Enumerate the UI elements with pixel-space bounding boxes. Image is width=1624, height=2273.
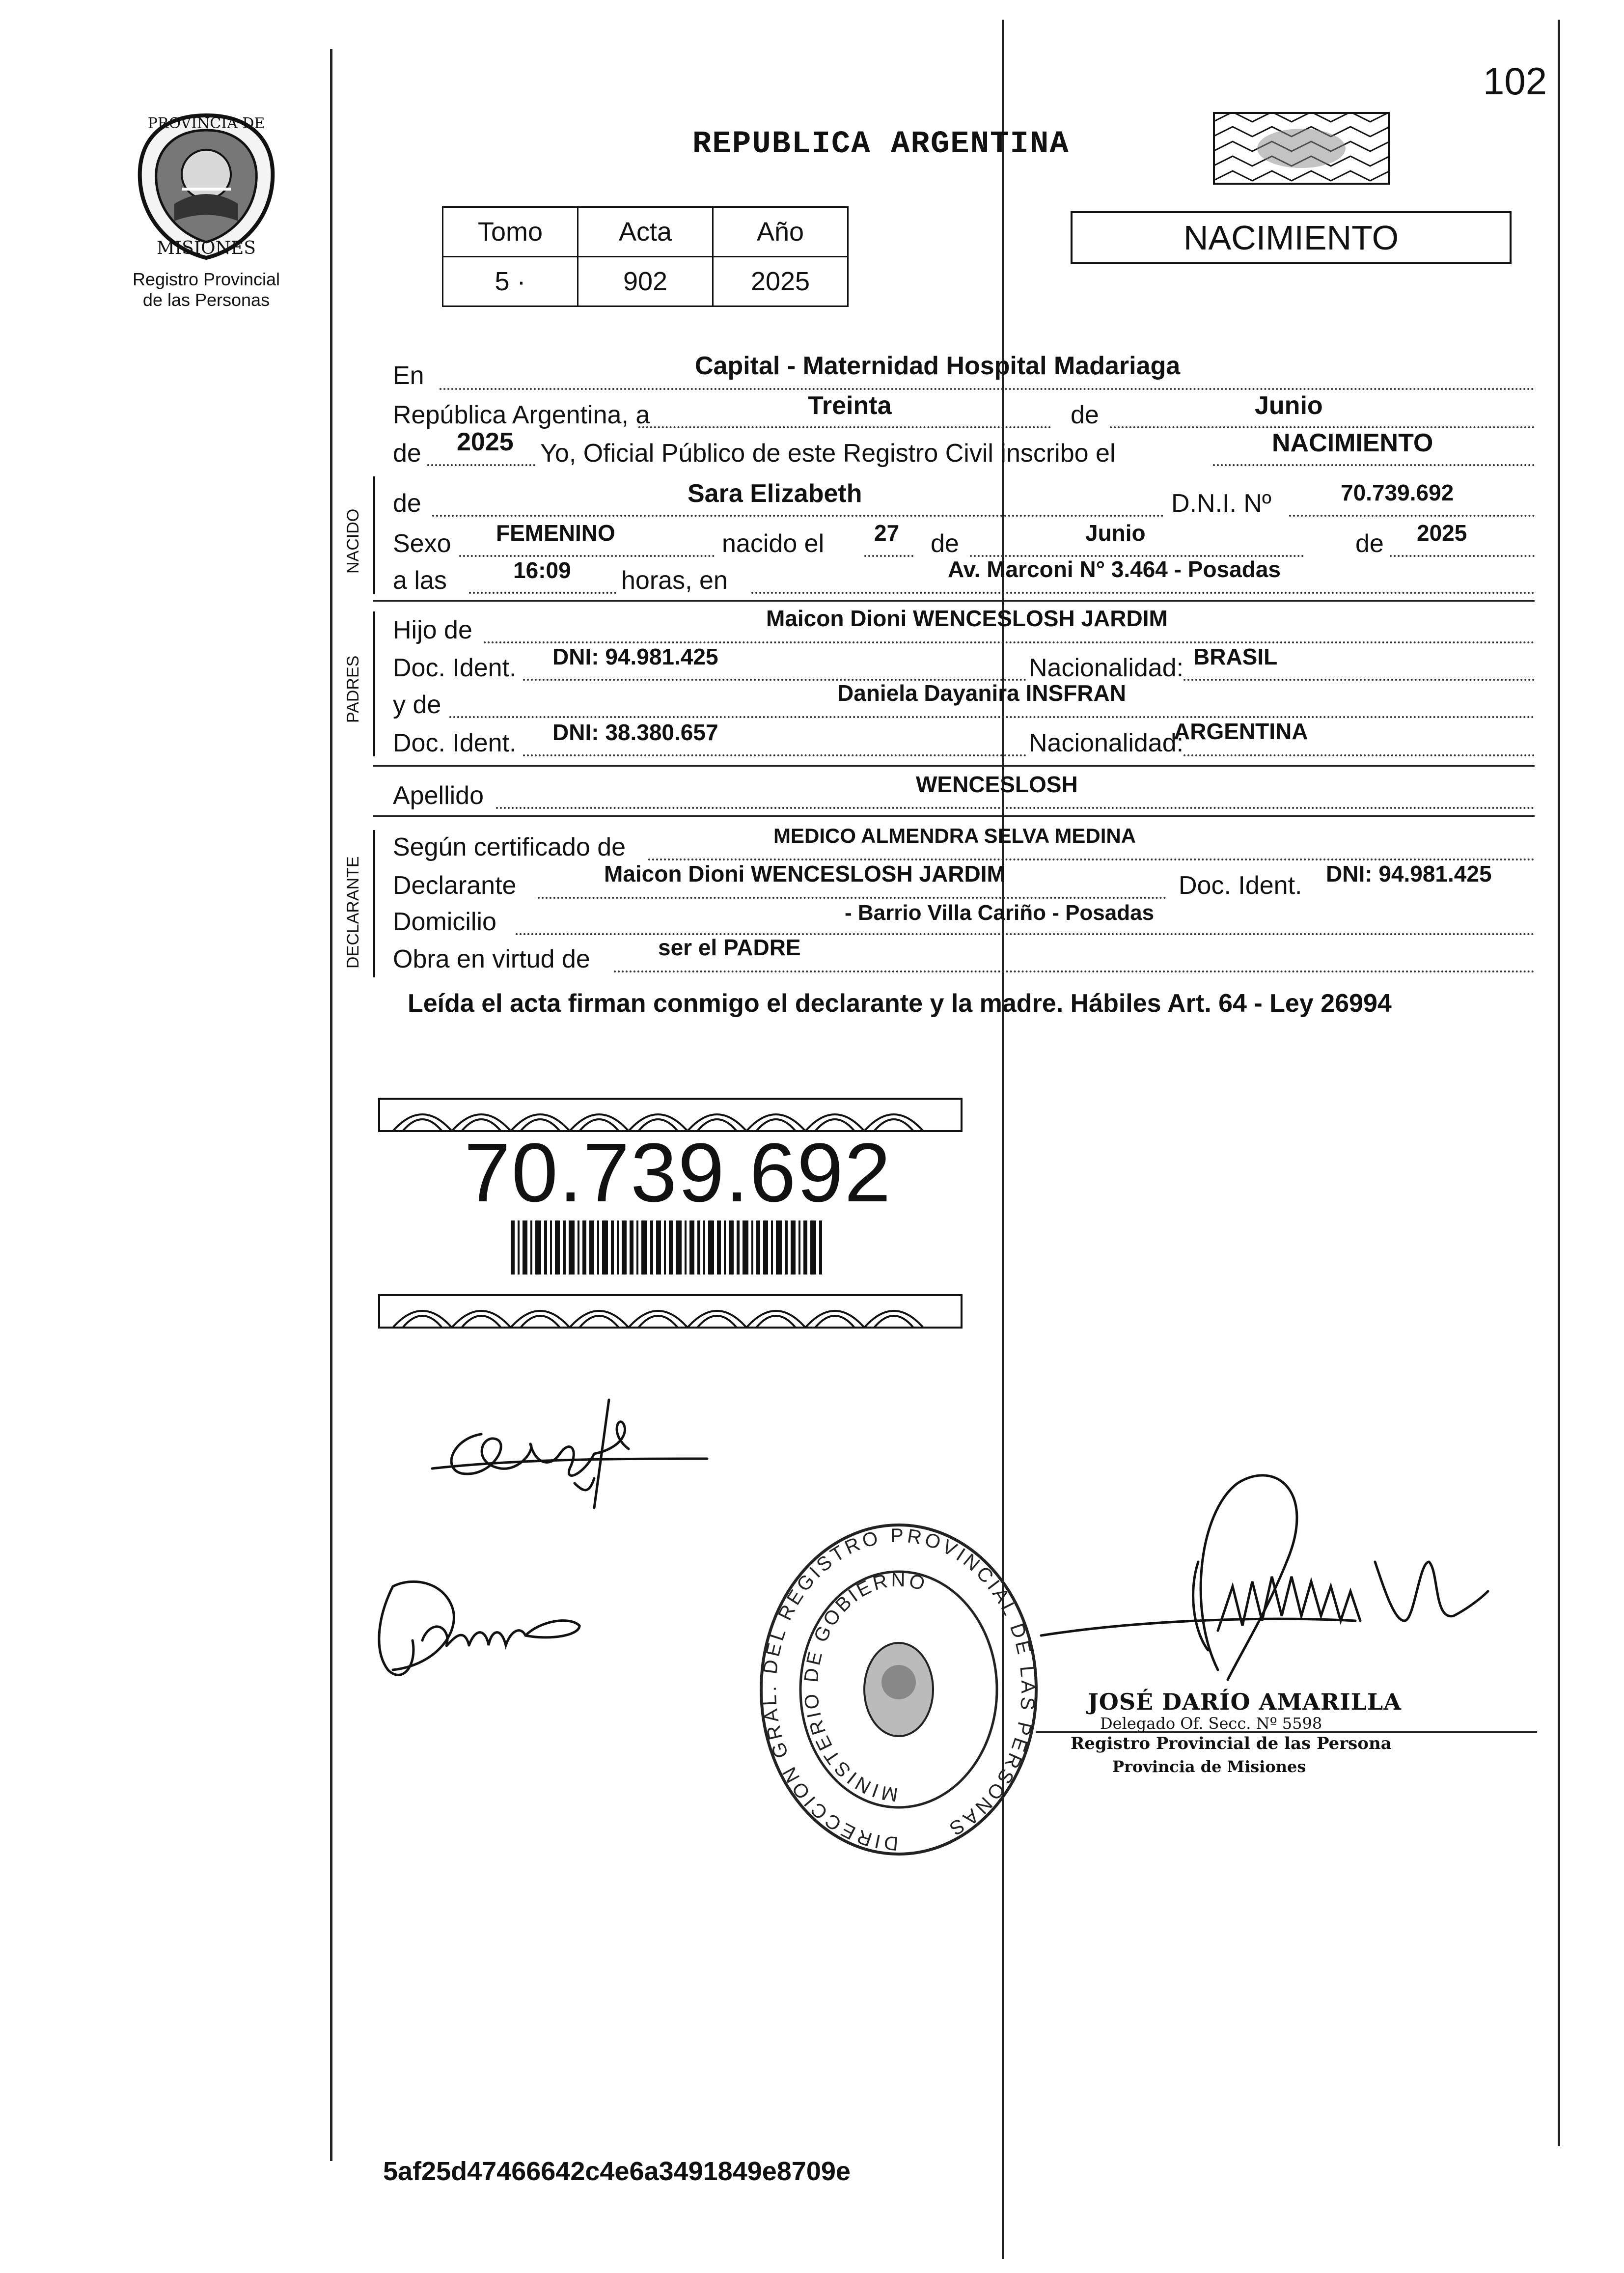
registry-caption bbox=[118, 269, 295, 310]
svg-text:DIRECCION GRAL. DEL REGISTRO P: DIRECCION GRAL. DEL REGISTRO PROVINCIAL DE LAS PERSONAS bbox=[758, 1525, 1039, 1855]
value-lugar: Capital - Maternidad Hospital Madariaga bbox=[695, 352, 1181, 380]
value-anio-nac: 2025 bbox=[1417, 520, 1467, 546]
id-barcode-block bbox=[378, 1098, 963, 1333]
official-name: JOSÉ DARÍO AMARILLA bbox=[1088, 1689, 1402, 1715]
country-title: REPUBLICA ARGENTINA bbox=[692, 127, 1070, 162]
label-de-mid: de bbox=[1071, 401, 1099, 429]
official-stamp bbox=[756, 1513, 1041, 1857]
value-anio: 2025 bbox=[713, 257, 848, 306]
dots-obra-virtud bbox=[614, 970, 1535, 972]
register-table-header-row bbox=[443, 207, 848, 257]
label-de-line3: de bbox=[393, 439, 421, 468]
label-doc-ident2: Doc. Ident. bbox=[393, 729, 517, 757]
value-apellido: WENCESLOSH bbox=[916, 772, 1078, 797]
label-de-fecha1: de bbox=[931, 529, 959, 558]
value-dni-nacido: 70.739.692 bbox=[1341, 480, 1454, 505]
label-de-nombre: de bbox=[393, 489, 421, 518]
label-nacionalidad2: Nacionalidad: bbox=[1029, 729, 1184, 757]
dots-declarante bbox=[538, 897, 1166, 899]
registry-logo bbox=[128, 111, 285, 263]
dots-dia bbox=[638, 426, 1051, 428]
value-dia-nac: 27 bbox=[874, 520, 900, 546]
dots-hora bbox=[469, 592, 616, 594]
label-hijo-de: Hijo de bbox=[393, 616, 472, 644]
value-madre-doc: DNI: 38.380.657 bbox=[552, 720, 718, 745]
bracket-padres bbox=[373, 611, 375, 756]
security-hologram bbox=[1213, 112, 1390, 185]
hologram-pattern-icon bbox=[1213, 112, 1390, 185]
value-tomo: 5 · bbox=[443, 257, 578, 306]
stamp-seal-icon bbox=[756, 1513, 1041, 1857]
svg-text:MINISTERIO DE GOBIERNO: MINISTERIO DE GOBIERNO bbox=[800, 1569, 930, 1806]
official-province: Provincia de Misiones bbox=[1112, 1757, 1306, 1776]
value-declarante-doc: DNI: 94.981.425 bbox=[1326, 861, 1492, 887]
dots-en bbox=[440, 388, 1535, 390]
label-nacido-el: nacido el bbox=[722, 529, 825, 558]
registry-caption-line1: Registro Provincial bbox=[132, 269, 280, 289]
id-number-large: 70.739.692 bbox=[464, 1126, 892, 1220]
dots-dia-nac bbox=[864, 555, 913, 557]
right-margin-line bbox=[1558, 20, 1560, 2146]
doc-type-box: NACIMIENTO bbox=[1071, 211, 1512, 264]
label-y-de: y de bbox=[393, 691, 441, 719]
dots-anio bbox=[427, 464, 535, 466]
register-table bbox=[442, 206, 849, 307]
value-lugar-nac: Av. Marconi N° 3.464 - Posadas bbox=[948, 556, 1281, 582]
dots-acto bbox=[1213, 464, 1535, 466]
side-label-padres: PADRES bbox=[344, 655, 362, 723]
value-certificado: MEDICO ALMENDRA SELVA MEDINA bbox=[773, 824, 1136, 847]
header-tomo: Tomo bbox=[443, 207, 578, 257]
document-hash: 5af25d47466642c4e6a3491849e8709e bbox=[383, 2157, 851, 2186]
label-sexo: Sexo bbox=[393, 529, 451, 558]
value-obra-virtud: ser el PADRE bbox=[658, 935, 801, 960]
label-doc-ident1: Doc. Ident. bbox=[393, 654, 517, 682]
dots-dni bbox=[1289, 515, 1535, 517]
dots-anio-nac bbox=[1390, 555, 1535, 557]
value-declarante: Maicon Dioni WENCESLOSH JARDIM bbox=[604, 861, 1006, 887]
header-acta: Acta bbox=[578, 207, 713, 257]
dots-sexo bbox=[459, 555, 715, 557]
value-padre-nac: BRASIL bbox=[1193, 644, 1278, 669]
value-sexo: FEMENINO bbox=[496, 520, 615, 546]
label-segun-cert: Según certificado de bbox=[393, 833, 626, 861]
dots-padre-nac bbox=[1184, 679, 1535, 681]
label-apellido: Apellido bbox=[393, 781, 484, 810]
value-padre: Maicon Dioni WENCESLOSH JARDIM bbox=[766, 606, 1168, 631]
official-signature-line bbox=[1036, 1731, 1537, 1733]
left-margin-line bbox=[330, 49, 332, 2161]
register-table-value-row bbox=[443, 257, 848, 306]
label-domicilio: Domicilio bbox=[393, 908, 496, 936]
bracket-declarante bbox=[373, 830, 375, 977]
label-en: En bbox=[393, 361, 424, 390]
value-nombre: Sara Elizabeth bbox=[688, 479, 862, 508]
dots-madre bbox=[449, 716, 1535, 718]
dots-apellido bbox=[496, 807, 1535, 809]
label-de-fecha2: de bbox=[1355, 529, 1384, 558]
dots-madre-nac bbox=[1184, 754, 1535, 756]
dots-nombre bbox=[432, 515, 1164, 517]
side-label-nacido: NACIDO bbox=[344, 508, 362, 574]
bottom-security-strip-icon bbox=[378, 1294, 963, 1329]
closing-statement: Leída el acta firman conmigo el declarante y la madre. Hábiles Art. 64 - Ley 26994 bbox=[408, 989, 1392, 1018]
value-madre-nac: ARGENTINA bbox=[1174, 719, 1308, 744]
value-anio: 2025 bbox=[457, 428, 514, 456]
label-republica: República Argentina, a bbox=[393, 401, 650, 429]
official-signature bbox=[1012, 1464, 1493, 1709]
value-mes: Junio bbox=[1255, 391, 1323, 420]
registry-caption-line2: de las Personas bbox=[142, 290, 270, 310]
official-role: Delegado Of. Secc. Nº 5598 bbox=[1100, 1714, 1322, 1733]
divider-after-apellido bbox=[373, 815, 1535, 817]
provincial-shield-icon bbox=[128, 111, 285, 263]
dots-lugar-nac bbox=[751, 592, 1535, 594]
value-acto: NACIMIENTO bbox=[1272, 429, 1433, 457]
value-hora: 16:09 bbox=[513, 557, 571, 583]
page-number: 102 bbox=[1483, 59, 1547, 103]
value-dia-letras: Treinta bbox=[808, 391, 892, 420]
header-anio: Año bbox=[713, 207, 848, 257]
dots-madre-doc bbox=[523, 754, 1026, 756]
value-domicilio: - Barrio Villa Cariño - Posadas bbox=[845, 901, 1155, 925]
label-nacionalidad1: Nacionalidad: bbox=[1029, 654, 1184, 682]
mother-signature bbox=[363, 1567, 589, 1690]
value-padre-doc: DNI: 94.981.425 bbox=[552, 644, 718, 669]
svg-text:MISIONES: MISIONES bbox=[157, 238, 256, 258]
official-registry: Registro Provincial de las Persona bbox=[1071, 1734, 1392, 1753]
divider-after-padres bbox=[373, 765, 1535, 767]
value-mes-nac: Junio bbox=[1085, 520, 1146, 546]
label-horas-en: horas, en bbox=[621, 566, 728, 595]
svg-text:PROVINCIA DE: PROVINCIA DE bbox=[147, 115, 265, 132]
label-doc-ident3: Doc. Ident. bbox=[1179, 871, 1302, 900]
barcode-icon bbox=[511, 1220, 825, 1275]
declarant-signature bbox=[422, 1395, 717, 1523]
label-declarante: Declarante bbox=[393, 871, 517, 900]
label-yo-oficial: Yo, Oficial Público de este Registro Civil inscribo el bbox=[540, 439, 1116, 468]
bracket-nacido bbox=[373, 476, 375, 594]
value-acta: 902 bbox=[578, 257, 713, 306]
divider-after-nacido bbox=[373, 600, 1535, 602]
label-obra-virtud: Obra en virtud de bbox=[393, 945, 590, 973]
value-madre: Daniela Dayanira INSFRAN bbox=[837, 680, 1126, 706]
label-dni: D.N.I. Nº bbox=[1171, 489, 1271, 518]
side-label-declarante: DECLARANTE bbox=[344, 856, 362, 969]
label-a-las: a las bbox=[393, 566, 447, 595]
